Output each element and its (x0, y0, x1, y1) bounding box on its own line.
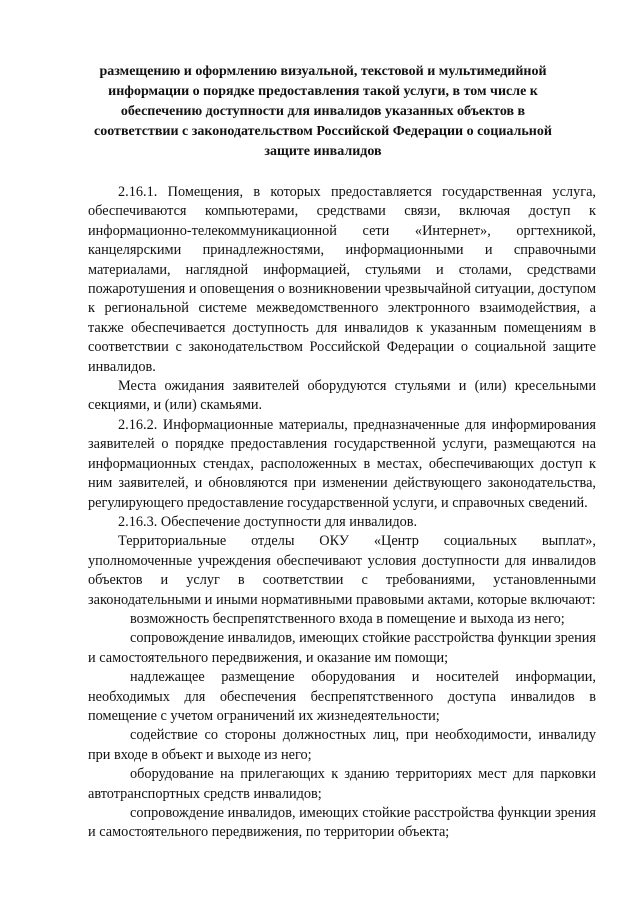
list-item: оборудование на прилегающих к зданию территориях мест для парковки автотранспортных средств инвалидов; (88, 766, 596, 802)
section-heading (88, 62, 558, 162)
paragraph-2-16-1: 2.16.1. Помещения, в которых предоставляется государственная услуга, обеспечиваются компьютерами, средствами связи, включая доступ к информационно-телекоммуникационной сети «Интернет», оргтехникой, канцелярскими принадлежностями, информационными и справочными материалами, наглядной информацией, стульями и столами, средствами пожаротушения и оповещения о возникновении чрезвычайной ситуации, доступом к региональной системе межведомственного электронного взаимодействия, а также обеспечивается доступность для инвалидов к указанным помещениям в соответствии с законодательством Российской Федерации о социальной защите инвалидов. (88, 184, 596, 375)
heading-line: соответствии с законодательством Российской Федерации о социальной (94, 124, 552, 139)
heading-line: размещению и оформлению визуальной, текстовой и мультимедийной (99, 64, 547, 79)
heading-line: защите инвалидов (264, 144, 382, 159)
list-item: сопровождение инвалидов, имеющих стойкие расстройства функции зрения и самостоятельного передвижения, и оказание им помощи; (88, 630, 596, 666)
paragraph-accessibility-conditions: Территориальные отделы ОКУ «Центр социальных выплат», уполномоченные учреждения обеспечивают условия доступности для инвалидов объектов и услуг в соответствии с требованиями, установленными законодательными и иными нормативными правовыми актами, которые включают: (88, 533, 596, 608)
heading-line: обеспечению доступности для инвалидов указанных объектов в (120, 104, 526, 119)
document-body (88, 183, 596, 843)
paragraph-2-16-2: 2.16.2. Информационные материалы, предназначенные для информирования заявителей о порядке предоставления государственной услуги, размещаются на информационных стендах, расположенных в местах, обеспечивающих доступ к ним заявителей, и обновляются при изменении действующего законодательства, регулирующего предоставление государственной услуги, и справочных сведений. (88, 416, 596, 511)
list-item: сопровождение инвалидов, имеющих стойкие расстройства функции зрения и самостоятельного передвижения, по территории объекта; (88, 805, 596, 841)
paragraph-2-16-3: 2.16.3. Обеспечение доступности для инвалидов. (118, 513, 418, 530)
list-item: возможность беспрепятственного входа в помещение и выхода из него; (130, 610, 565, 627)
list-item: содействие со стороны должностных лиц, при необходимости, инвалиду при входе в объект и выходе из него; (88, 727, 596, 763)
list-item: надлежащее размещение оборудования и носителей информации, необходимых для обеспечения беспрепятственного доступа инвалидов в помещение с учетом ограничений их жизнедеятельности; (88, 669, 596, 724)
heading-line: информации о порядке предоставления такой услуги, в том числе к (108, 84, 538, 99)
paragraph-waiting-areas: Места ожидания заявителей оборудуются стульями и (или) кресельными секциями, и (или) скамьями. (88, 378, 596, 414)
